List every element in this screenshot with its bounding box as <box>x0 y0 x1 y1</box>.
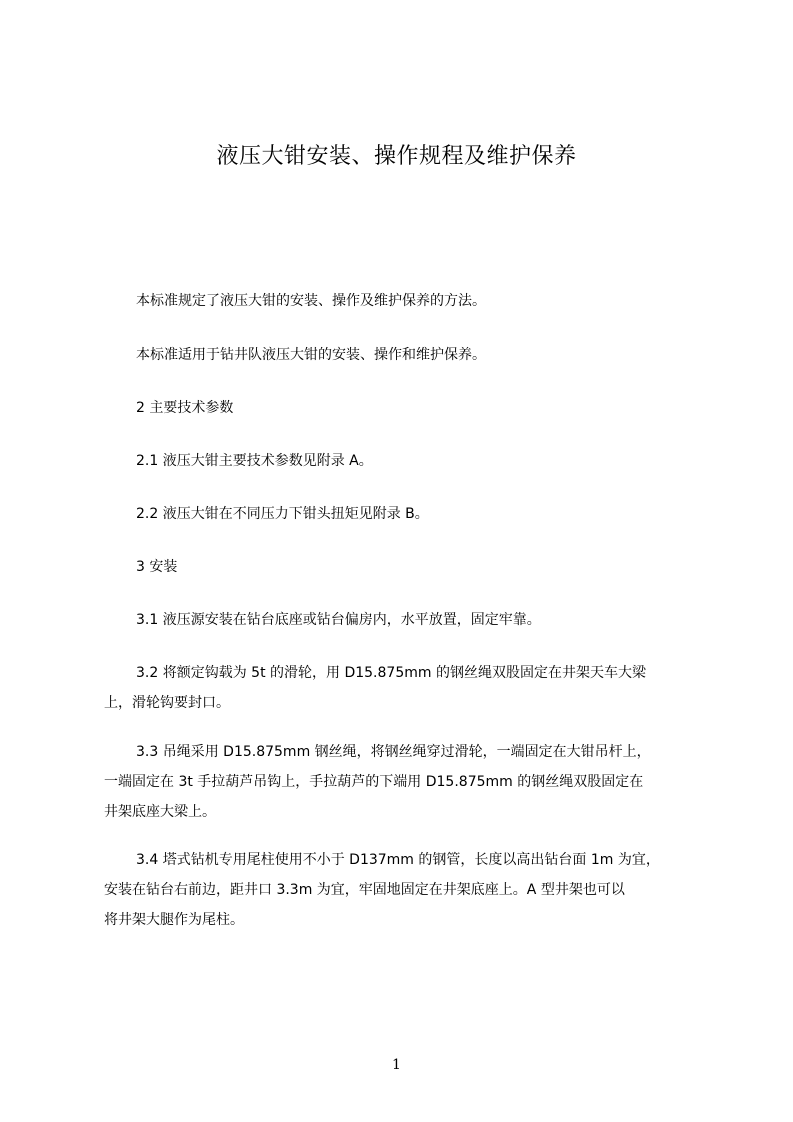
page-title: 液压大钳安装、操作规程及维护保养 <box>216 144 577 169</box>
section-heading-2 <box>104 393 704 423</box>
paragraph-line: 2.1 液压大钳主要技术参数见附录 A。 <box>136 453 373 469</box>
paragraph-line: 安装在钻台右前边，距井口 3.3m 为宜，牢固地固定在井架底座上。A 型井架也可以 <box>104 882 625 898</box>
paragraph-3-3 <box>104 737 704 827</box>
paragraph-3-1 <box>104 605 704 635</box>
paragraph-line: 一端固定在 3t 手拉葫芦吊钩上，手拉葫芦的下端用 D15.875mm 的钢丝绳双股固定在 <box>104 774 644 790</box>
paragraph-2-2 <box>104 499 704 529</box>
paragraph-applicability <box>104 340 704 370</box>
paragraph-line: 3.1 液压源安装在钻台底座或钻台偏房内，水平放置，固定牢靠。 <box>136 612 541 628</box>
paragraph-3-2 <box>104 658 704 718</box>
paragraph-line: 3.3 吊绳采用 D15.875mm 钢丝绳，将钢丝绳穿过滑轮，一端固定在大钳吊杆上， <box>136 744 651 760</box>
paragraph-line: 2.2 液压大钳在不同压力下钳头扭矩见附录 B。 <box>136 506 429 522</box>
paragraph-line: 3.4 塔式钻机专用尾柱使用不小于 D137mm 的钢管，长度以高出钻台面 1m 为宜， <box>136 852 660 868</box>
section-heading-3 <box>104 552 704 582</box>
paragraph-scope <box>104 286 704 316</box>
page-number: 1 <box>392 1057 401 1073</box>
paragraph-line: 本标准适用于钻井队液压大钳的安装、操作和维护保养。 <box>136 347 486 363</box>
paragraph-2-1 <box>104 446 704 476</box>
paragraph-3-4 <box>104 845 704 935</box>
paragraph-line: 3.2 将额定钩载为 5t 的滑轮，用 D15.875mm 的钢丝绳双股固定在井架天车大梁 <box>136 665 646 681</box>
paragraph-line: 井架底座大梁上。 <box>104 804 216 820</box>
paragraph-line: 将井架大腿作为尾柱。 <box>104 912 244 928</box>
paragraph-line: 本标准规定了液压大钳的安装、操作及维护保养的方法。 <box>136 293 486 309</box>
paragraph-line: 上，滑轮钩要封口。 <box>104 695 230 711</box>
paragraph-line: 2 主要技术参数 <box>136 400 234 416</box>
paragraph-line: 3 安装 <box>136 559 178 575</box>
